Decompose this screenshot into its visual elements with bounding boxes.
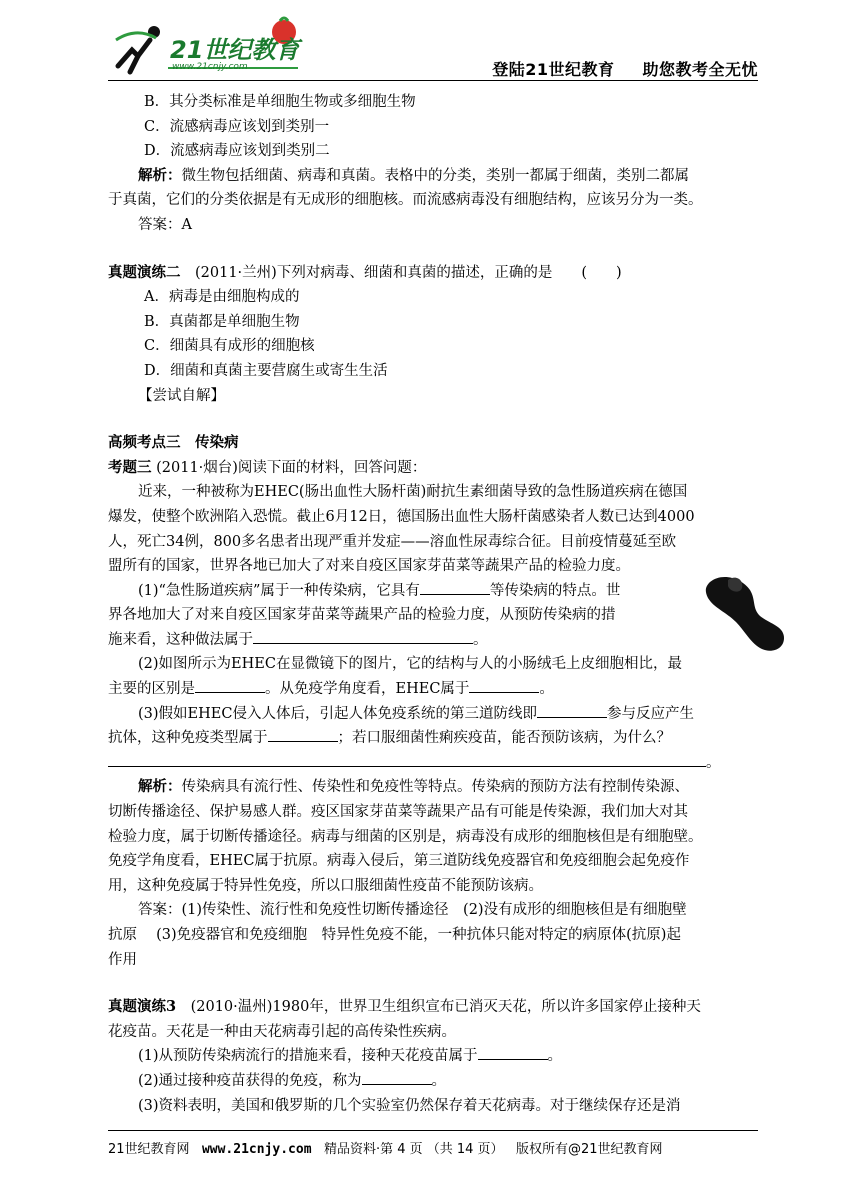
material-line: 爆发，使整个欧洲陷入恐慌。截止6月12日，德国肠出血性大肠杆菌感染者人数已达到4000 [108, 508, 695, 525]
footer-divider [108, 1130, 758, 1131]
question-text: 抗体，这种免疫类型属于 [108, 730, 268, 747]
option-d: D．流感病毒应该划到类别二 [144, 143, 330, 160]
main-content [108, 90, 758, 1118]
question-2: (2)如图所示为EHEC在显微镜下的图片，它的结构与人的小肠绒毛上皮细胞相比，最 [138, 656, 682, 673]
exercise-2-title: 真题演练二 [108, 263, 181, 281]
analysis-label: 解析： [138, 778, 182, 796]
exam-3-intro [108, 456, 758, 481]
question-text: 参与反应产生 [606, 705, 694, 722]
answer-blank[interactable] [268, 727, 338, 742]
question-text: 。 [539, 681, 554, 698]
footer-copyright: 版权所有@21世纪教育网 [515, 1142, 663, 1157]
option-b: B．真菌都是单细胞生物 [144, 313, 300, 330]
option-b: B．其分类标准是单细胞生物或多细胞生物 [144, 94, 416, 110]
header-divider [108, 80, 758, 81]
exercise-3-q2 [108, 1069, 758, 1094]
slogan-right: 助您教考全无忧 [642, 60, 758, 79]
answer-blank[interactable] [478, 1045, 548, 1060]
question-1-line-3 [108, 628, 758, 653]
question-text: (2)通过接种疫苗获得的免疫，称为 [138, 1072, 362, 1089]
answer-blank[interactable] [362, 1070, 432, 1085]
footer-page-info: 精品资料·第 4 页 （共 14 页） [323, 1142, 504, 1157]
question-text: (3)假如EHEC侵入人体后，引起人体免疫系统的第三道防线即 [138, 705, 537, 722]
option-c: C．细菌具有成形的细胞核 [144, 338, 315, 355]
question-text: ；若口服细菌性痢疾疫苗，能否预防该病，为什么？ [337, 730, 671, 747]
question-text: 。从免疫学角度看，EHEC属于 [265, 681, 470, 698]
question-text: 。 [431, 1072, 447, 1089]
logo-url: www.21cnjy.com [172, 62, 248, 72]
analysis-3-line: 用，这种免疫属于特异性免疫，所以口服细菌性疫苗不能预防该病。 [108, 877, 543, 894]
analysis-3-line: 切断传播途径、保护易感人群。疫区国家芽苗菜等蔬果产品有可能是传染源，我们加大对其 [108, 804, 688, 821]
answer-blank[interactable] [420, 580, 490, 595]
exercise-3-line-2: 花疫苗。天花是一种由天花病毒引起的高传染性疾病。 [108, 1023, 456, 1040]
material-line: 盟所有的国家，世界各地已加大了对来自疫区国家芽苗菜等蔬果产品的检验力度。 [108, 558, 630, 575]
question-text: 等传染病的特点。世 [489, 582, 621, 599]
answer-blank[interactable] [195, 678, 265, 693]
answer-1: 答案：A [138, 216, 192, 233]
material-line: 近来，一种被称为EHEC(肠出血性大肠杆菌)耐抗生素细菌导致的急性肠道疾病在德国 [138, 484, 688, 501]
question-text: 。 [473, 631, 488, 648]
analysis-text: 传染病具有流行性、传染性和免疫性等特点。传染病的预防方法有控制传染源、 [181, 779, 689, 796]
option-a: A．病毒是由细胞构成的 [144, 289, 300, 306]
self-solve: 【尝试自解】 [138, 387, 225, 404]
answer-blank[interactable] [469, 678, 539, 693]
question-text: 。 [706, 754, 721, 771]
analysis-text: 微生物包括细菌、病毒和真菌。表格中的分类，类别一都属于细菌，类别二都属 [181, 167, 689, 184]
option-d: D．细菌和真菌主要营腐生或寄生生活 [144, 362, 388, 379]
exercise-3-text: (2010·温州)1980年，世界卫生组织宣布已消灭天花，所以许多国家停止接种天 [190, 999, 701, 1016]
option-c: C．流感病毒应该划到类别一 [144, 118, 330, 135]
analysis-3-line-1 [108, 775, 758, 800]
analysis-label: 解析： [138, 166, 182, 184]
question-3-line-2 [108, 726, 758, 751]
exercise-3-q1 [108, 1044, 758, 1069]
exercise-3-title: 真题演练3 [108, 998, 177, 1016]
answer-3-line: 抗原 (3)免疫器官和免疫细胞 特异性免疫不能，一种抗体只能对特定的病原体(抗原)起 [108, 927, 681, 943]
exercise-3-question [108, 995, 758, 1020]
exercise-2-question [108, 261, 758, 286]
question-text: 主要的区别是 [108, 681, 195, 698]
question-text: 施来看，这种做法属于 [108, 631, 253, 648]
answer-blank[interactable] [537, 703, 607, 718]
ehec-microscope-image [700, 568, 790, 658]
question-text: (1)“急性肠道疾病”属于一种传染病，它具有 [138, 582, 420, 599]
material-line: 人，死亡34例，800多名患者出现严重并发症——溶血性尿毒综合征。目前疫情蔓延至欧 [108, 533, 677, 550]
answer-3-line: 答案：(1)传染性、流行性和免疫性切断传播途径 (2)没有成形的细胞核但是有细胞壁 [138, 902, 687, 919]
logo-text: 21世纪教育 [170, 36, 300, 64]
footer-url[interactable]: www.21cnjy.com [201, 1142, 312, 1157]
page-footer [108, 1138, 758, 1157]
answer-blank[interactable] [253, 629, 473, 644]
slogan-left: 登陆21世纪教育 [492, 60, 615, 79]
exercise-2-text: (2011·兰州)下列对病毒、细菌和真菌的描述，正确的是 ( ) [195, 264, 622, 281]
footer-site: 21世纪教育网 [108, 1142, 190, 1157]
analysis-1-line-2: 于真菌，它们的分类依据是有无成形的细胞核。而流感病毒没有细胞结构，应该另分为一类。 [108, 192, 703, 209]
exam-3-label: 考题三 [108, 458, 152, 476]
answer-3-line: 作用 [108, 951, 137, 968]
analysis-3-line: 免疫学角度看，EHEC属于抗原。病毒入侵后，第三道防线免疫器官和免疫细胞会起免疫作 [108, 853, 690, 870]
exercise-3-q3: (3)资料表明，美国和俄罗斯的几个实验室仍然保存着天花病毒。对于继续保存还是消 [138, 1097, 681, 1114]
question-1 [108, 579, 758, 604]
question-3 [108, 702, 758, 727]
question-2-line-2 [108, 677, 758, 702]
page-header [108, 10, 758, 80]
section-heading: 高频考点三 传染病 [108, 434, 239, 452]
header-slogan [492, 57, 758, 80]
question-1-line-2: 界各地加大了对来自疫区国家芽苗菜等蔬果产品的检验力度，从预防传染病的措 [108, 607, 616, 624]
question-text: 。 [547, 1048, 563, 1065]
exam-3-source: (2011·烟台)阅读下面的材料，回答问题： [156, 459, 427, 476]
logo [108, 10, 308, 80]
question-text: (1)从预防传染病流行的措施来看，接种天花疫苗属于 [138, 1048, 478, 1065]
question-3-line-3 [108, 751, 758, 776]
answer-blank[interactable] [108, 752, 706, 767]
analysis-3-line: 检验力度，属于切断传播途径。病毒与细菌的区别是，病毒没有成形的细胞核但是有细胞壁。 [108, 828, 703, 845]
analysis-1-line-1 [108, 164, 758, 189]
